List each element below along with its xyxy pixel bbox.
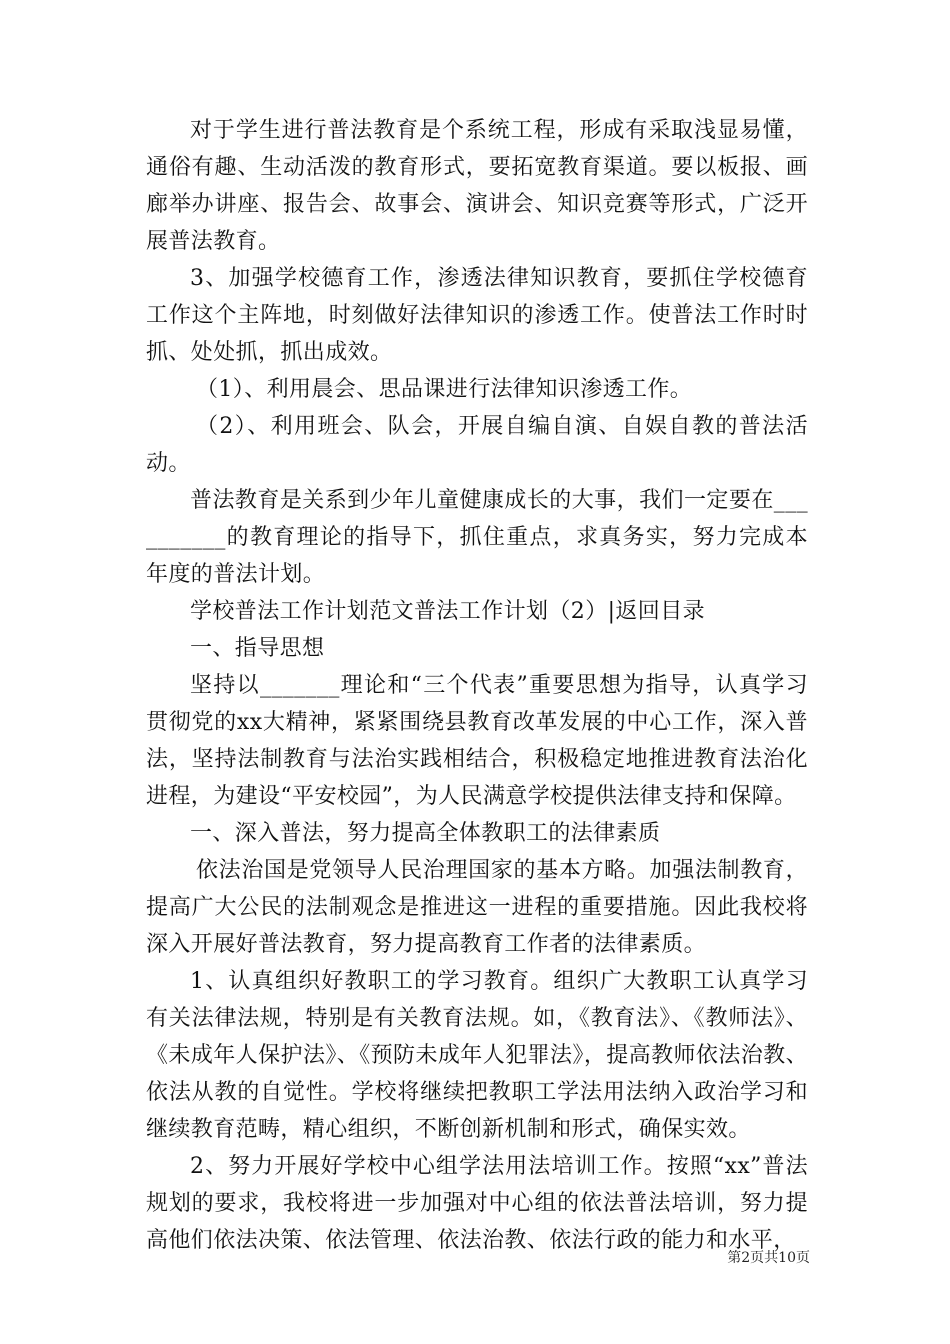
paragraph-rule-of-law: 依法治国是党领导人民治理国家的基本方略。加强法制教育，提高广大公民的法制观念是推进这一进程的重要措施。因此我校将深入开展好普法教育，努力提高教育工作者的法律素质。	[146, 858, 808, 957]
paragraph-staff-study: 1、认真组织好教职工的学习教育。组织广大教职工认真学习有关法律法规，特别是有关教育法规。如，《教育法》、《教师法》、《未成年人保护法》、《预防未成年人犯罪法》，提高教师依法治教、依法从教的自觉性。学校将继续把教职工学法用法纳入政治学习和继续教育范畴，精心组织，不断创新机制和形式，确保实效。	[146, 969, 808, 1142]
paragraph-class-meeting: （2）、利用班会、队会，开展自编自演、自娱自教的普法活动。	[146, 414, 808, 476]
paragraph-central-group-training: 2、努力开展好学校中心组学法用法培训工作。按照“xx”普法规划的要求，我校将进一步加强对中心组的依法普法培训，努力提高他们依法决策、依法管理、依法治教、依法行政的能力和水平，	[146, 1154, 808, 1253]
document-body	[146, 112, 808, 1259]
paragraph-legal-education-forms: 对于学生进行普法教育是个系统工程，形成有采取浅显易懂，通俗有趣、生动活泼的教育形式，要拓宽教育渠道。要以板报、画廊举办讲座、报告会、故事会、演讲会、知识竞赛等形式，广泛开展普法教育。	[146, 118, 808, 254]
paragraph-guiding-ideology: 坚持以_______理论和“三个代表”重要思想为指导，认真学习贯彻党的xx大精神，紧紧围绕县教育改革发展的中心工作，深入普法，坚持法制教育与法治实践相结合，积极稳定地推进教育法治化进程，为建设“平安校园”，为人民满意学校提供法律支持和保障。	[146, 673, 808, 809]
paragraph-conclusion: 普法教育是关系到少年儿童健康成长的大事，我们一定要在__________的教育理论的指导下，抓住重点，求真务实，努力完成本年度的普法计划。	[146, 488, 808, 587]
paragraph-morning-meeting: （1）、利用晨会、思品课进行法律知识渗透工作。	[196, 377, 693, 402]
heading-guiding-ideology: 一、指导思想	[190, 636, 325, 661]
page-number: 第2页共10页	[727, 1250, 810, 1266]
heading-deepen-legal-education: 一、深入普法，努力提高全体教职工的法律素质	[190, 821, 661, 846]
paragraph-moral-education: 3、加强学校德育工作，渗透法律知识教育，要抓住学校德育工作这个主阵地，时刻做好法律知识的渗透工作。使普法工作时时抓、处处抓，抓出成效。	[146, 266, 808, 365]
section-title-plan-2: 学校普法工作计划范文普法工作计划（2）|返回目录	[190, 599, 706, 624]
